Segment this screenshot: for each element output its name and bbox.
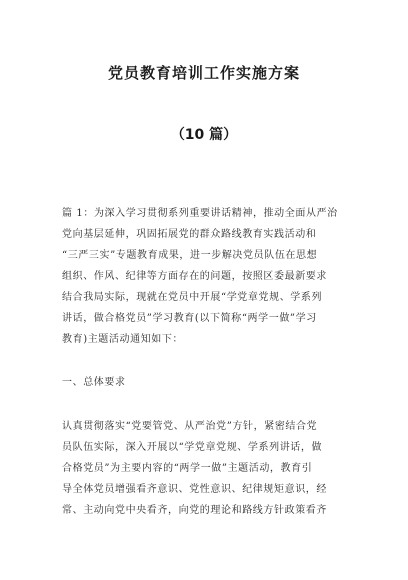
paragraph-line: 合格党员”为主要内容的“两学一做”主题活动，教育引 — [62, 463, 313, 474]
paragraph-line: 组织、作风、纪律等方面存在的问题，按照区委最新要求 — [62, 271, 327, 282]
paragraph-requirements — [62, 416, 350, 521]
paragraph-line: “三严三实”专题教育成果，进一步解决党员队伍在思想 — [62, 250, 318, 261]
paragraph-line: 党向基层延伸，巩固拓展党的群众路线教育实践活动和 — [62, 229, 317, 240]
paragraph-line: 结合我局实际，现就在党员中开展“学党章党规、学系列 — [62, 292, 323, 303]
document-subtitle: （10 篇） — [170, 127, 238, 143]
paragraph-line: 讲话，做合格党员”学习教育(以下简称“两学一做”学习 — [62, 313, 317, 324]
paragraph-line: 常、主动向党中央看齐，向党的理论和路线方针政策看齐 — [62, 505, 327, 516]
document-title: 党员教育培训工作实施方案 — [107, 64, 300, 82]
paragraph-line: 篇 1：为深入学习贯彻系列重要讲话精神，推动全面从严治 — [62, 208, 338, 219]
paragraph-intro — [62, 203, 350, 350]
paragraph-line: 导全体党员增强看齐意识、党性意识、纪律规矩意识，经 — [62, 484, 327, 495]
paragraph-line: 教育)主题活动通知如下： — [62, 334, 184, 345]
paragraph-line: 员队伍实际，深入开展以“学党章党规、学系列讲话，做 — [62, 442, 323, 453]
section-heading: 一、总体要求 — [62, 377, 126, 388]
paragraph-line: 认真贯彻落实“党要管党、从严治党”方针，紧密结合党 — [62, 421, 318, 432]
